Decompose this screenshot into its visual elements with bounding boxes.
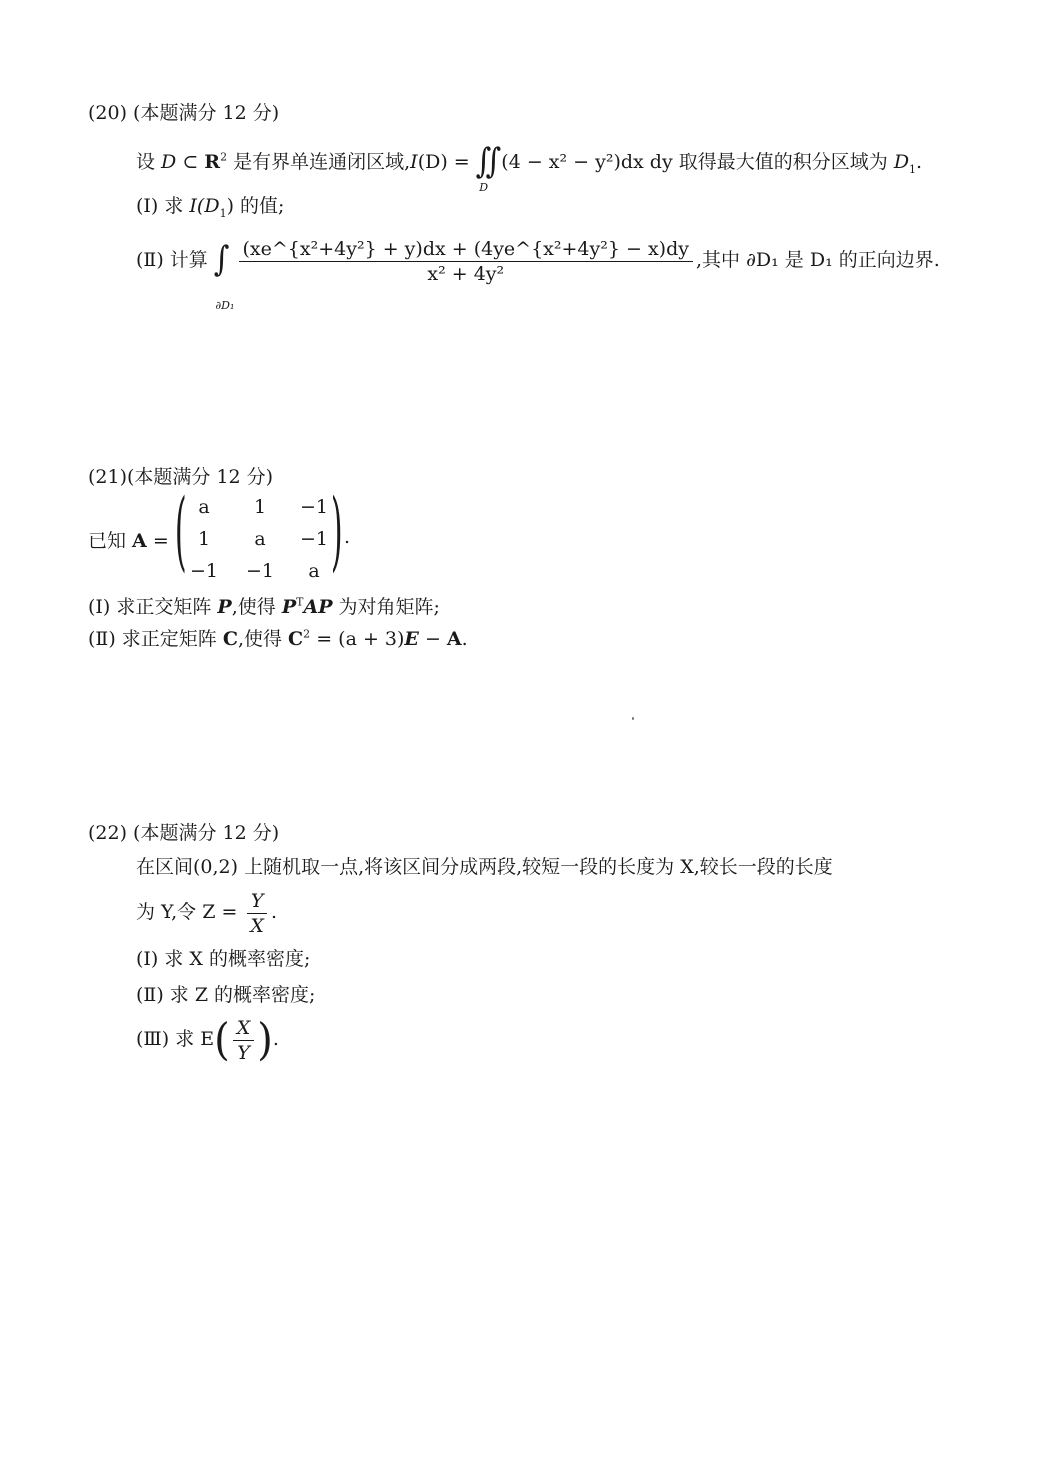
q20-fraction: $\frac{\text{(xe\textasciicircum{}\{x²+4y²\} + y)dx + (4ye\textasciicircum{}\{x²+4y²\} − x)dy}}{\text{x² + 4y²}}$ <box>239 238 693 285</box>
q22-part2: (Ⅱ) 求 Z 的概率密度; <box>136 984 316 1006</box>
matrix-right-paren: ) <box>330 481 343 581</box>
q22-statement-line2: 为 Y,令 Z = $\frac{Y}{X}$ . <box>136 889 277 937</box>
q22-part3: (Ⅲ) 求 E( $\frac{X}{Y}$ ). <box>136 1014 279 1066</box>
line-integral-sign: ∫ <box>213 239 230 280</box>
matrix-cell: 1 <box>197 528 211 550</box>
matrix-cell: −1 <box>299 528 328 550</box>
q21-part2: (Ⅱ) 求正定矩阵 C,使得 $C^2 = (a + 3)E - A$. <box>88 627 468 650</box>
double-integral-sign: ∬ <box>475 141 502 182</box>
q21-header: (21)(本题满分 12 分) <box>88 466 274 488</box>
q20-statement: 设 D ⊂ $R^2$ 是有界单连通闭区域,I(D) = ∬ D (4 − x² − y²)dx dy 取得最大值的积分区域为 $D_1$. <box>136 141 923 194</box>
q20-part2: (Ⅱ) 计算 ∫ ∂D₁ $\frac{\text{(xe\textasciicircum{}\{x²+4y²\} + y)dx + (4ye\textasciicircum{}\{x²+4y²\} − x)dy}}{\text{x² + 4y²}}$ ,其中 ∂D₁ 是 D₁ 的正向边界. <box>136 232 940 285</box>
q21-part1: (Ⅰ) 求正交矩阵 P,使得 $P^TAP$ 为对角矩阵; <box>88 595 440 618</box>
matrix-cell: a <box>198 496 210 518</box>
q22-part1: (Ⅰ) 求 X 的概率密度; <box>136 948 311 970</box>
matrix-cell: a <box>254 528 266 550</box>
matrix-left-paren: ( <box>174 481 187 581</box>
q20-header: (20) (本题满分 12 分) <box>88 102 280 124</box>
matrix-cell: a <box>308 560 320 582</box>
exam-page: (20) (本题满分 12 分) 设 D ⊂ $R^2$ 是有界单连通闭区域,I(D) = ∬ D (4 − x² − y²)dx dy 取得最大值的积分区域为 $D_1$. (Ⅰ) 求 $I(D_1)$ 的值; (Ⅱ) 计算 ∫ ∂D₁ $\frac{\text{(xe\textasciicircum{}\{x²+4y²\} + y)dx + (4ye\textasciicircum{}\{x²+4y²\} − x)dy}}{\text{x² + 4y²}}$ ,其中 ∂D₁ 是 D₁ 的正向边界. (21)(本题满分 12 分) 已知 A = ( ) a 1 −1 1 a −1 −1 −1 a . (Ⅰ) 求正交矩阵 P,使得 $P^TAP$ 为对角矩阵; (Ⅱ) 求正定矩阵 C,使得 $C^2 = (a + 3)E - A$. (22) (本题满分 12 分) 在区间(0,2) 上随机取一点,将该区间分成两段,较短一段的长度为 X,较长一段的长度 为 Y,令 Z = $\frac{Y}{X}$ . (Ⅰ) 求 X 的概率密度; (Ⅱ) 求 Z 的概率密度; (Ⅲ) 求 E( $\frac{X}{Y}$ ). <box>88 102 940 1066</box>
matrix-cell: −1 <box>189 560 218 582</box>
matrix-cell: 1 <box>253 496 267 518</box>
q22-header: (22) (本题满分 12 分) <box>88 822 280 844</box>
q20-part1: (Ⅰ) 求 $I(D_1)$ 的值; <box>136 195 285 220</box>
matrix-cell: −1 <box>299 496 328 518</box>
q22-statement-line1: 在区间(0,2) 上随机取一点,将该区间分成两段,较短一段的长度为 X,较长一段的长度 <box>136 856 833 878</box>
scan-speck <box>632 717 634 720</box>
matrix-cell: −1 <box>245 560 274 582</box>
